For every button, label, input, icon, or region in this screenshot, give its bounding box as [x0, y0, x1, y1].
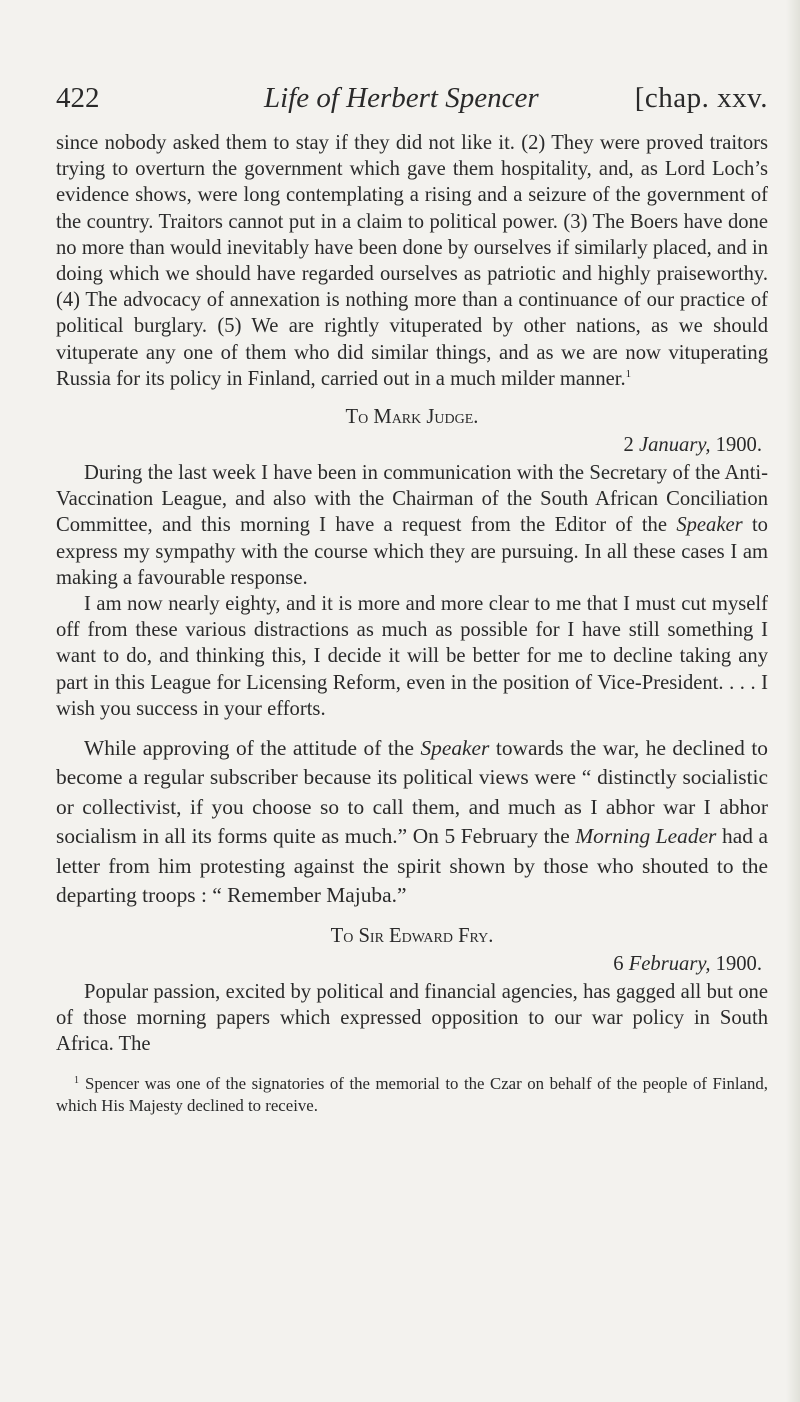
paragraph-1-text: since nobody asked them to stay if they did not like it. (2) They were proved traitors trying to overturn the government which gave them hospitality, and, as Lord Loch’s evidence shows, were long contemplating a rising and a seizure of the government of the country. Traitors cannot put in a claim to political power. (3) The Boers have done no more than would inevitably have been done by ourselves if similarly placed, and in doing which we should have regarded ourselves as patriotic and highly praiseworthy. (4) The advocacy of annexation is nothing more than a continuance of our practice of political burglary. (5) We are rightly vituperated by other nations, as we should vituperate any one of them who did similar things, and as we are now vituperating Russia for its policy in Finland, carried out in a much milder manner. — [56, 132, 768, 390]
letter-date-mark-judge — [56, 432, 768, 458]
page-edge-shadow — [786, 0, 800, 1402]
chapter-label: [chap. xxv. — [634, 82, 768, 114]
date-year: 1900. — [715, 434, 762, 457]
speaker-title: Speaker — [420, 736, 490, 761]
paragraph-5: Popular passion, excited by political and financial agencies, has gagged all but one of those morning papers which expressed opposition to our war policy in South Africa. The — [56, 980, 768, 1055]
letter-date-edward-fry — [56, 951, 768, 977]
date-day: 6 — [613, 952, 624, 975]
body-text-2 — [56, 923, 768, 1058]
date-year: 1900. — [715, 952, 762, 975]
paragraph-2 — [56, 460, 768, 591]
paragraph-2-text-a: During the last week I have been in communication with the Secretary of the Anti-Vaccination League, and also with the Chairman of the South African Conciliation Committee, and this morning I have a request from the Editor of the — [56, 462, 768, 537]
speaker-title: Speaker — [676, 514, 743, 537]
footnote — [56, 1073, 768, 1117]
paragraph-1 — [56, 130, 768, 392]
letter-heading-mark-judge: To Mark Judge. — [345, 406, 479, 429]
footnote-mark: 1 — [74, 1074, 79, 1086]
body-text — [56, 130, 768, 722]
letter-heading-edward-fry: To Sir Edward Fry. — [330, 924, 494, 947]
narrative-text — [56, 734, 768, 910]
paragraph-4 — [56, 734, 768, 910]
paragraph-4-text-c: had a letter from him protesting against the spirit shown by those who shouted to the departing troops : “ Remember Majuba.” — [56, 824, 768, 908]
paragraph-4-text-b: towards the war, he declined to become a regular subscriber because its political views were “ distinctly socialistic or collectivist, if you choose so to call them, and much as I abhor war I abhor socialism in all its forms quite as much.” On 5 February the — [56, 736, 768, 849]
page-number: 422 — [56, 82, 100, 114]
footnote-text: Spencer was one of the signatories of the memorial to the Czar on behalf of the people of Finland, which His Majesty declined to receive. — [56, 1074, 768, 1115]
date-month: January, — [639, 434, 711, 457]
running-title: Life of Herbert Spencer — [264, 82, 539, 114]
date-month: February, — [628, 952, 711, 975]
paragraph-2-text-b: to express my sympathy with the course which they are pursuing. In all these cases I am making a favourable response. — [56, 514, 768, 589]
paragraph-4-text-a: While approving of the attitude of the — [84, 736, 414, 761]
morning-leader-title: Morning Leader — [575, 824, 717, 849]
footnote-reference: 1 — [625, 367, 632, 380]
running-head — [56, 78, 768, 118]
paragraph-3: I am now nearly eighty, and it is more and more clear to me that I must cut myself off from these various distractions as much as possible for I have still something I want to do, and thinking this, I decide it will be better for me to decline taking any part in this League for Licensing Reform, even in the position of Vice-President. . . . I wish you success in your efforts. — [56, 593, 768, 720]
date-day: 2 — [623, 434, 634, 457]
